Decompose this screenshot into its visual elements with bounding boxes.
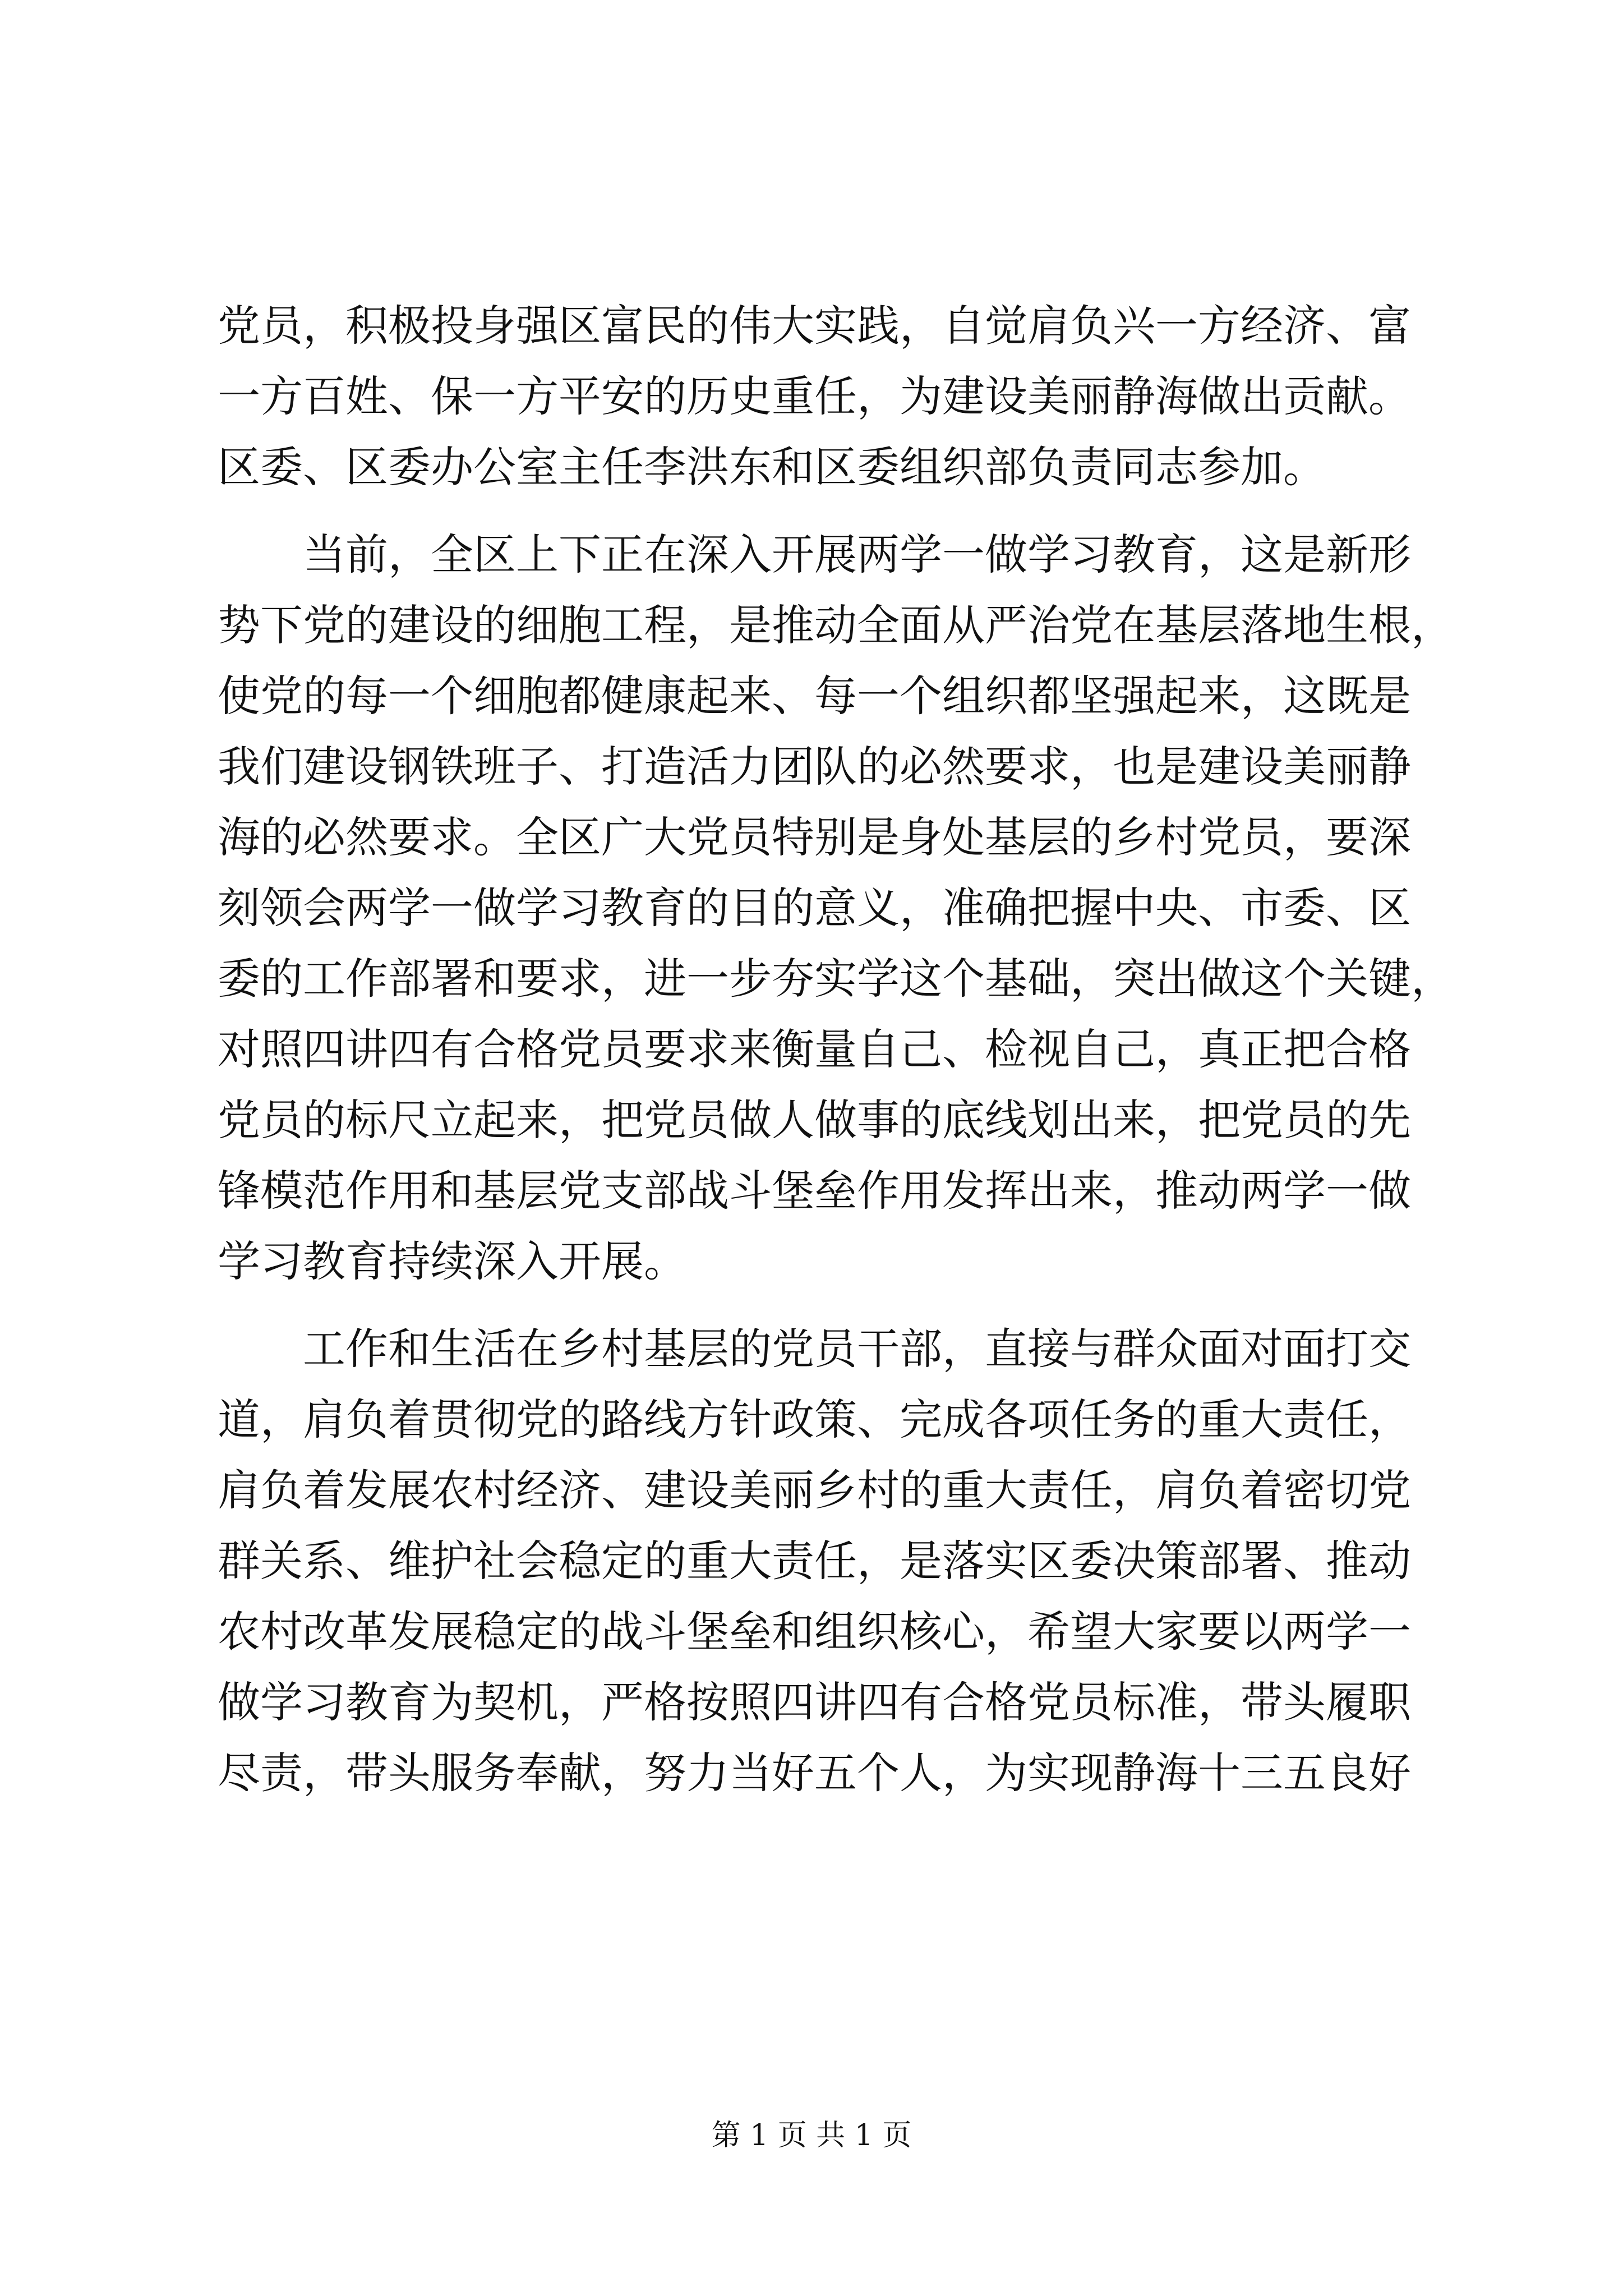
text-line: 我们建设钢铁班子、打造活力团队的必然要求，也是建设美丽静 <box>218 742 1411 792</box>
text-line: 尽责，带头服务奉献，努力当好五个人，为实现静海十三五良好 <box>218 1748 1411 1798</box>
text-line: 使党的每一个细胞都健康起来、每一个组织都坚强起来，这既是 <box>218 671 1411 721</box>
page-footer: 第 1 页 共 1 页 <box>711 2119 912 2152</box>
text-line: 区委、区委办公室主任李洪东和区委组织部负责同志参加。 <box>218 442 1326 492</box>
text-line: 工作和生活在乡村基层的党员干部，直接与群众面对面打交 <box>218 1324 1411 1374</box>
text-line: 海的必然要求。全区广大党员特别是身处基层的乡村党员，要深 <box>218 812 1411 862</box>
text-line: 道，肩负着贯彻党的路线方针政策、完成各项任务的重大责任， <box>218 1395 1411 1444</box>
text-line: 党员的标尺立起来，把党员做人做事的底线划出来，把党员的先 <box>218 1095 1411 1145</box>
text-line: 势下党的建设的细胞工程，是推动全面从严治党在基层落地生根， <box>218 600 1454 650</box>
text-line: 委的工作部署和要求，进一步夯实学这个基础，突出做这个关键， <box>218 954 1454 1004</box>
paragraph-1 <box>218 291 1423 503</box>
text-line: 党员，积极投身强区富民的伟大实践，自觉肩负兴一方经济、富 <box>218 301 1411 351</box>
text-line: 学习教育持续深入开展。 <box>218 1236 686 1286</box>
paragraph-2 <box>218 519 1454 1297</box>
text-line: 对照四讲四有合格党员要求来衡量自己、检视自己，真正把合格 <box>218 1024 1411 1074</box>
text-line: 一方百姓、保一方平安的历史重任，为建设美丽静海做出贡献。 <box>218 371 1411 421</box>
text-line: 做学习教育为契机，严格按照四讲四有合格党员标准，带头履职 <box>218 1677 1411 1727</box>
document-body <box>218 291 1454 1809</box>
paragraph-spacer <box>218 503 1423 519</box>
paragraph-3 <box>218 1314 1423 1809</box>
text-line: 群关系、维护社会稳定的重大责任，是落实区委决策部署、推动 <box>218 1536 1411 1586</box>
text-line: 肩负着发展农村经济、建设美丽乡村的重大责任，肩负着密切党 <box>218 1465 1411 1515</box>
paragraph-spacer <box>218 1297 1423 1314</box>
text-line: 当前，全区上下正在深入开展两学一做学习教育，这是新形 <box>218 530 1411 579</box>
text-line: 锋模范作用和基层党支部战斗堡垒作用发挥出来，推动两学一做 <box>218 1166 1411 1216</box>
text-line: 刻领会两学一做学习教育的目的意义，准确把握中央、市委、区 <box>218 883 1411 933</box>
text-line: 农村改革发展稳定的战斗堡垒和组织核心，希望大家要以两学一 <box>218 1607 1411 1657</box>
